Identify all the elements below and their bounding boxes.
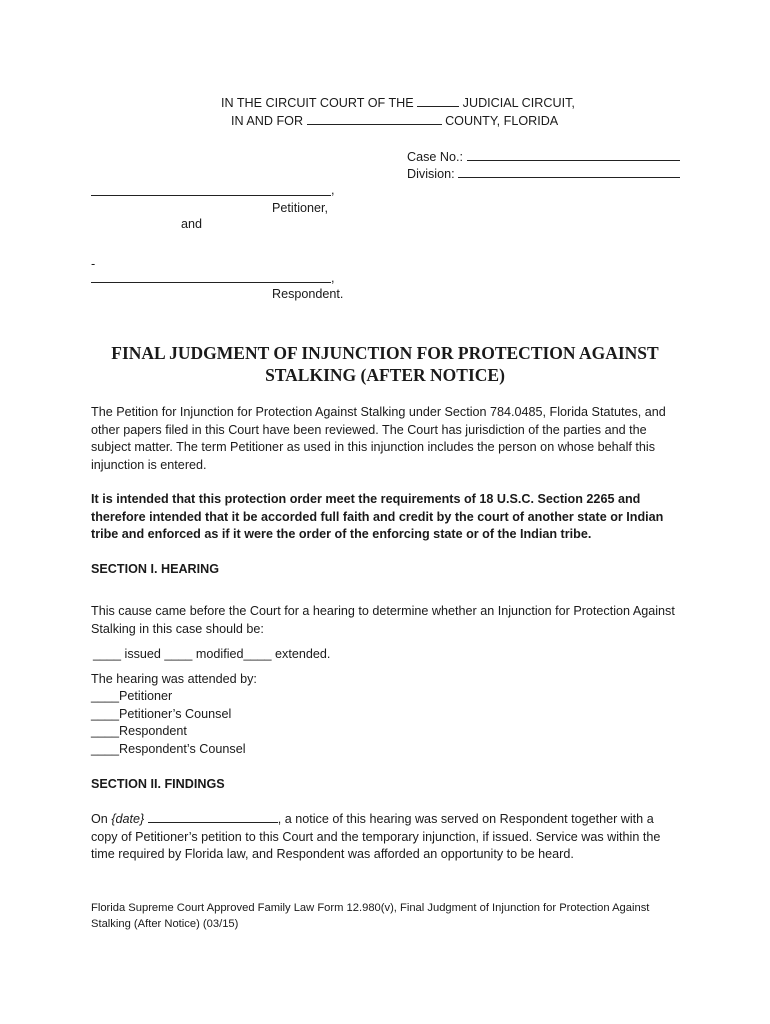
county-suffix: COUNTY, FLORIDA (445, 114, 559, 128)
petitioner-label: Petitioner, (272, 201, 329, 215)
case-number-row (407, 148, 680, 166)
respondent-dash: - (91, 257, 96, 271)
document-title (85, 342, 685, 386)
respondent-name-line[interactable] (91, 282, 331, 283)
court-header-prefix: IN THE CIRCUIT COURT OF THE (221, 96, 414, 110)
full-faith-paragraph: It is intended that this protection order meet the requirements of 18 U.S.C. Section 2265 and therefore intended that it be accorded full faith and credit by the court of another state or Indian tribe and enforced as if it were the order of the enforcing state or of the Indian tribe. (91, 492, 664, 542)
attendee-petitioner-counsel[interactable]: ____Petitioner’s Counsel (91, 707, 232, 721)
attendee-petitioner[interactable]: ____Petitioner (91, 689, 173, 703)
respondent-label: Respondent. (272, 287, 344, 301)
case-number-field[interactable] (467, 148, 680, 161)
court-header-line2 (231, 112, 558, 130)
court-header-line1 (221, 94, 575, 112)
division-row (407, 165, 680, 183)
form-footer: Florida Supreme Court Approved Family Law Form 12.980(v), Final Judgment of Injunction for Protection Against Stalking (After Notice) (03/15) (91, 902, 650, 930)
section1-paragraph: This cause came before the Court for a hearing to determine whether an Injunction for Protection Against Stalking in this case should be: (91, 604, 675, 636)
date-placeholder: {date} (111, 812, 145, 826)
intro-paragraph: The Petition for Injunction for Protection Against Stalking under Section 784.0485, Florida Statutes, and other papers filed in this Court have been reviewed. The Court has jurisdiction of the parties and the subject matter. The term Petitioner as used in this injunction includes the person on whose behalf this injunction is entered. (91, 405, 666, 472)
attendee-respondent-counsel[interactable]: ____Respondent’s Counsel (91, 742, 246, 756)
section1-heading: SECTION I. HEARING (91, 562, 220, 576)
petitioner-comma: , (331, 183, 335, 197)
respondent-comma: , (331, 271, 335, 285)
circuit-blank[interactable] (417, 94, 459, 107)
county-blank[interactable] (307, 112, 442, 125)
and-label: and (181, 217, 203, 231)
injunction-options[interactable]: ____ issued ____ modified____ extended. (93, 647, 331, 661)
division-field[interactable] (458, 165, 680, 178)
attendee-respondent[interactable]: ____Respondent (91, 724, 187, 738)
division-label: Division: (407, 167, 455, 181)
case-number-label: Case No.: (407, 150, 463, 164)
county-prefix: IN AND FOR (231, 114, 304, 128)
title-line2: STALKING (AFTER NOTICE) (265, 365, 505, 385)
section2-paragraph (91, 810, 681, 864)
notice-date-field[interactable] (148, 810, 278, 823)
petitioner-name-line[interactable] (91, 195, 331, 196)
title-line1: FINAL JUDGMENT OF INJUNCTION FOR PROTECTION AGAINST (111, 343, 659, 363)
section2-paragraph-text: , a notice of this hearing was served on Respondent together with a copy of Petitioner’s petition to this Court and the temporary injunction, if issued. Service was within the time required by Florida law, and Respondent was afforded an opportunity to be heard. (91, 812, 661, 862)
attended-label: The hearing was attended by: (91, 672, 257, 686)
court-header-suffix: JUDICIAL CIRCUIT, (462, 96, 575, 110)
on-label: On (91, 812, 112, 826)
section2-heading: SECTION II. FINDINGS (91, 777, 225, 791)
